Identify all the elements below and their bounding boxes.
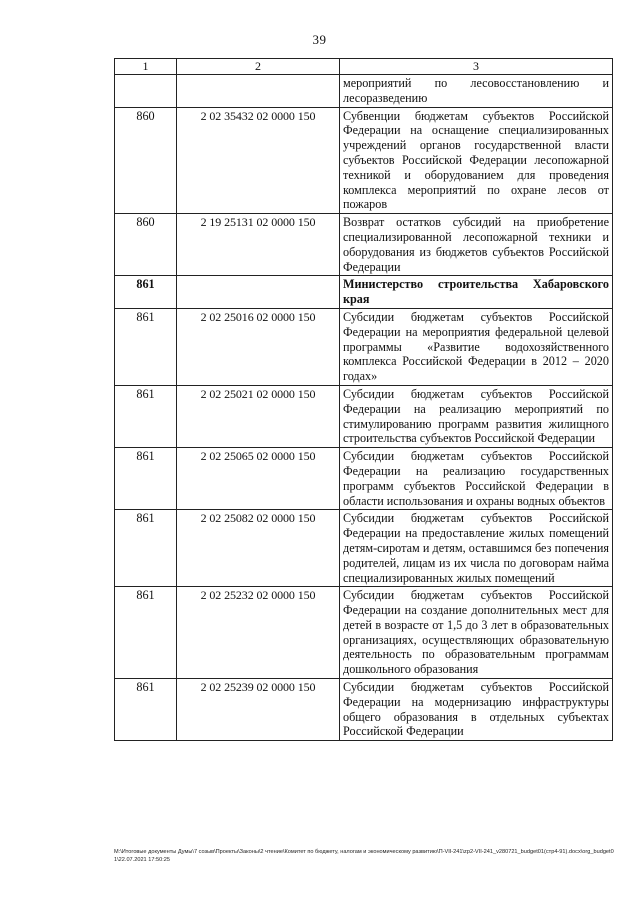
table-row <box>115 385 613 447</box>
budget-code-cell <box>177 276 340 309</box>
admin-code-cell: 860 <box>115 214 177 276</box>
page-number: 39 <box>312 32 327 47</box>
table-row <box>115 308 613 385</box>
table-row <box>115 448 613 510</box>
budget-code-cell: 2 02 25021 02 0000 150 <box>177 385 340 447</box>
budget-table <box>114 58 613 741</box>
description-cell: Субсидии бюджетам субъектов Российской Федерации на предоставление жилых помещений детям-сиротам и детям, оставшимся без попечения родителей, лицам из их числа по договорам найма специализированных жилых помещений <box>340 510 613 587</box>
table-body <box>115 75 613 741</box>
description-cell: Субсидии бюджетам субъектов Российской Федерации на модернизацию инфраструктуры общего образования в отдельных субъектах Российской Федерации <box>340 679 613 741</box>
table-row <box>115 107 613 214</box>
budget-code-cell: 2 19 25131 02 0000 150 <box>177 214 340 276</box>
budget-code-cell <box>177 75 340 108</box>
budget-code-cell: 2 02 25016 02 0000 150 <box>177 308 340 385</box>
table-header-row <box>115 59 613 75</box>
admin-code-cell: 861 <box>115 448 177 510</box>
admin-code-cell: 861 <box>115 276 177 309</box>
column-header-1: 1 <box>115 59 177 75</box>
table-row <box>115 510 613 587</box>
budget-code-cell: 2 02 25065 02 0000 150 <box>177 448 340 510</box>
admin-code-cell: 860 <box>115 107 177 214</box>
budget-code-cell: 2 02 25232 02 0000 150 <box>177 587 340 679</box>
admin-code-cell: 861 <box>115 587 177 679</box>
column-header-3: 3 <box>340 59 613 75</box>
description-cell: Министерство строительства Хабаровского края <box>340 276 613 309</box>
description-cell: Субсидии бюджетам субъектов Российской Федерации на мероприятия федеральной целевой программы «Развитие водохозяйственного комплекса Российской Федерации в 2012 – 2020 годах» <box>340 308 613 385</box>
column-header-2: 2 <box>177 59 340 75</box>
budget-code-cell: 2 02 25239 02 0000 150 <box>177 679 340 741</box>
budget-code-cell: 2 02 35432 02 0000 150 <box>177 107 340 214</box>
admin-code-cell: 861 <box>115 308 177 385</box>
table-row <box>115 75 613 108</box>
admin-code-cell: 861 <box>115 385 177 447</box>
table-row <box>115 214 613 276</box>
table-row <box>115 679 613 741</box>
description-cell: Субвенции бюджетам субъектов Российской Федерации на оснащение специализированных учреждений органов государственной власти субъектов Российской Федерации лесопожарной техникой и оборудованием для проведения комплекса мероприятий по охране лесов от пожаров <box>340 107 613 214</box>
table-row <box>115 587 613 679</box>
admin-code-cell: 861 <box>115 679 177 741</box>
description-cell: Субсидии бюджетам субъектов Российской Федерации на реализацию мероприятий по стимулированию программ развития жилищного строительства субъектов Российской Федерации <box>340 385 613 447</box>
description-cell: мероприятий по лесовосстановлению и лесоразведению <box>340 75 613 108</box>
admin-code-cell <box>115 75 177 108</box>
description-cell: Субсидии бюджетам субъектов Российской Федерации на реализацию государственных программ субъектов Российской Федерации в области использования и охраны водных объектов <box>340 448 613 510</box>
description-cell: Возврат остатков субсидий на приобретение специализированной лесопожарной техники и оборудования из бюджетов субъектов Российской Федерации <box>340 214 613 276</box>
section-header-row <box>115 276 613 309</box>
description-cell: Субсидии бюджетам субъектов Российской Федерации на создание дополнительных мест для детей в возрасте от 1,5 до 3 лет в образовательных организациях, осуществляющих образовательную деятельность по образовательным программам дошкольного образования <box>340 587 613 679</box>
admin-code-cell: 861 <box>115 510 177 587</box>
budget-code-cell: 2 02 25082 02 0000 150 <box>177 510 340 587</box>
file-path-footer: M:\Итоговые документы Думы\7 созыв\Проекты\Законы\2 чтение\Комитет по бюджету, налогам и экономическому развитию\П-VII-241\zp2-VII-241_v280721_budget01(стр4-91).docx\org_budget01\22.07.2021 17:50:25 <box>114 849 614 863</box>
